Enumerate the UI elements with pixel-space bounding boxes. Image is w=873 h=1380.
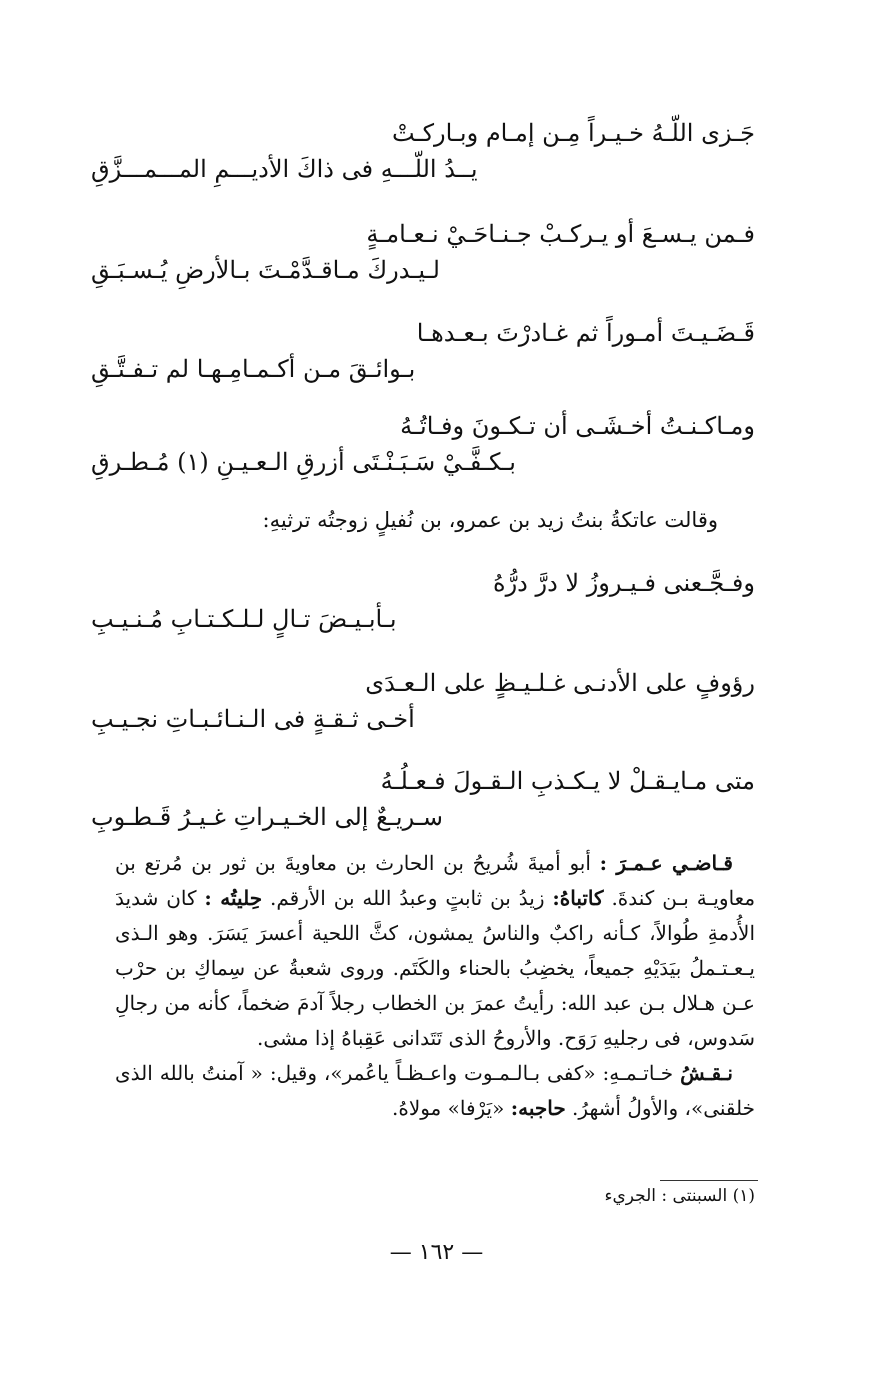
- paragraph-text: خـاتـمـهِ: «كفى بـالـمـوت واعـظـاً ياعُمر»، وقيل: « آمنتُ بالله الذى خلقنى»، والأولُ أشهرُ.: [115, 1061, 755, 1120]
- paragraph-ring-chamberlain: [115, 1056, 755, 1126]
- heading-chamberlain: حاجبه:: [510, 1096, 566, 1120]
- verse-second-hemistich: أخـى ثـقـةٍ فى الـنـائـبـاتِ نجـيـبِ: [91, 705, 415, 733]
- paragraph-text: أبو أميةَ شُريحُ بن الحارث بن معاويةَ بن ثور بن مُرتع بن معاويـة بـن كندةَ.: [115, 851, 756, 910]
- heading-judge: قـاضـي عـمـرَ :: [599, 851, 733, 875]
- verse-pair: [91, 408, 755, 480]
- verse-second-hemistich: بـكـفَّـيْ سَـبَـنْـتَى أزرقِ الـعـيـنِ (١) مُـطـرقِ: [91, 448, 516, 476]
- paragraph-text: زيدُ بن ثابتٍ وعبدُ الله بن الأرقم.: [262, 886, 553, 910]
- paragraph-text: «يَرْفا» مولاهُ.: [391, 1096, 511, 1120]
- poem-introduction: وقالت عاتكةُ بنتُ زيد بن عمرو، بن نُفيلٍ زوجتُه ترثيهِ:: [262, 508, 718, 532]
- paragraph-judge-scribes-appearance: [115, 846, 755, 1056]
- verse-first-hemistich: قَـضَـيـتَ أمـوراً ثم غـادرْتَ بـعـدهـا: [416, 319, 755, 347]
- verse-pair: [91, 115, 755, 187]
- verse-pair: [91, 216, 755, 288]
- verse-pair: [91, 315, 755, 387]
- verse-second-hemistich: يــدُ اللّـــهِ فى ذاكَ الأديـــمِ المـــمـــزَّقِ: [91, 155, 478, 183]
- verse-pair: [91, 665, 755, 737]
- verse-first-hemistich: فـمن يـسـعَ أو يـركـبْ جـنـاحَـيْ نـعـامـةٍ: [366, 220, 755, 248]
- verse-first-hemistich: جَـزى اللّـهُ خـيـراً مِـن إمـام وبـاركـتْ: [391, 119, 755, 147]
- verse-first-hemistich: متى مـايـقـلْ لا يـكـذبِ الـقـولَ فـعـلُـهُ: [380, 767, 755, 795]
- verse-second-hemistich: بـوائـقَ مـن أكـمـامِـهـا لم تـفـتَّـقِ: [91, 355, 416, 383]
- footnote: (١) السبنتى : الجريء: [604, 1186, 755, 1206]
- verse-first-hemistich: وفـجَّـعنى فـيـروزُ لا درَّ درُّهُ: [493, 569, 755, 597]
- verse-first-hemistich: ومـاكـنـتُ أخـشَـى أن تـكـونَ وفـاتُـهُ: [400, 412, 755, 440]
- heading-ring-inscription: نـقـشُ: [680, 1061, 733, 1085]
- verse-pair: [91, 763, 755, 835]
- heading-scribes: كاتباهُ:: [552, 886, 604, 910]
- verse-second-hemistich: بـأبـيـضَ تـالٍ لـلـكـتـابِ مُـنـيـبِ: [91, 605, 397, 633]
- footnote-separator: [660, 1180, 758, 1181]
- heading-appearance: حِليتُه :: [204, 886, 263, 910]
- verse-second-hemistich: سـريـعٌ إلى الخـيـراتِ غـيـرُ قَـطـوبِ: [91, 803, 443, 831]
- paragraph-text: كان شديدَ الأُدمةِ طُوالاً، كـأنه راكبٌ والناسُ يمشون، كثَّ اللحية أعسرَ يَسَرَ. وهو الـذى يـعـتـملُ بيَدَيْهِ جميعاً، يخضِبُ بالحناء والكَتَم. وروى شعبةُ عن سِماكِ بن حرْب عـن هـلال بـن عبد الله: رأيتُ عمرَ بن الخطاب رجلاً آدمَ ضخماً، كأنه من رجالِ سَدوس، فى رجليهِ رَوَح. والأروحُ الذى تَتَدانى عَقِباهُ إذا مشى.: [115, 886, 755, 1050]
- page-number: — ١٦٢ —: [389, 1240, 484, 1265]
- verse-second-hemistich: لـيـدركَ مـاقـدَّمْـتَ بـالأرضِ يُـسـبَـقِ: [91, 256, 440, 284]
- verse-first-hemistich: رؤوفٍ على الأدنـى غـلـيـظٍ على الـعـدَى: [365, 669, 755, 697]
- prose-section: [115, 846, 755, 1126]
- verse-pair: [91, 565, 755, 637]
